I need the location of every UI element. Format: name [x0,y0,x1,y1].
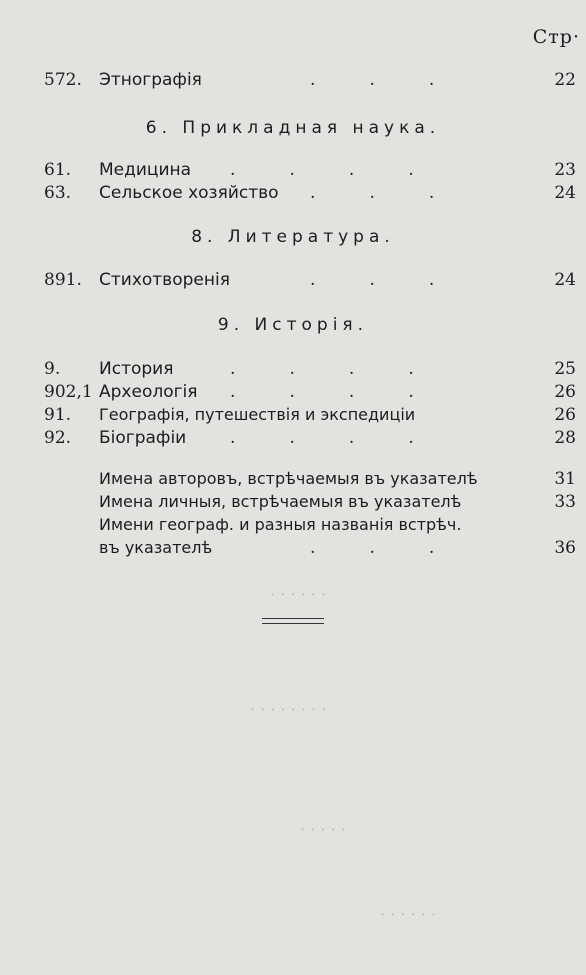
leader-dots: . . . [310,70,435,90]
bleed-through-text: · · · · · · [270,585,326,604]
index-title: Имена личныя, встрѣчаемыя въ указателѣ [99,492,462,511]
page-number: 26 [554,382,576,402]
leader-dots: . . . . [230,359,414,379]
index-row [0,467,586,491]
class-number: 9. [44,359,61,379]
entry-title: История [99,359,174,379]
toc-row [0,181,586,205]
leader-dots: . . . . [230,382,414,402]
page-number: 36 [554,538,576,558]
section-heading: 8. Литература. [191,227,395,247]
entry-title: Стихотворенія [99,270,230,290]
bleed-through-text: · · · · · [300,820,346,839]
toc-row [0,68,586,92]
page-number: 22 [554,70,576,90]
index-title: Имена авторовъ, встрѣчаемыя въ указателѣ [99,469,478,488]
toc-row [0,403,586,427]
toc-row [0,268,586,292]
page-column-header: Стр· [532,26,580,48]
page-number: 23 [554,160,576,180]
page-number: 26 [554,405,576,425]
entry-title: Сельское хозяйство [99,183,279,203]
class-number: 902,1 [44,382,93,402]
section-heading: 6. Прикладная наука. [145,118,441,138]
class-number: 92. [44,428,72,448]
class-number: 91. [44,405,72,425]
page-number: 31 [554,469,576,489]
leader-dots: . . . [310,183,435,203]
leader-dots: . . . . [230,428,414,448]
class-number: 572. [44,70,82,90]
section-heading: 9. Исторія. [217,315,369,335]
entry-title: Археологія [99,382,198,402]
toc-row [0,426,586,450]
ornamental-rule [262,618,324,624]
bleed-through-text: · · · · · · · · [250,700,327,719]
entry-title: Біографіи [99,428,187,448]
class-number: 63. [44,183,72,203]
bleed-through-text: · · · · · · [380,905,436,924]
class-number: 61. [44,160,72,180]
entry-title: Этнографія [99,70,202,90]
page-number: 24 [554,183,576,203]
index-row [0,513,586,537]
index-row [0,490,586,514]
page-number: 24 [554,270,576,290]
leader-dots: . . . . [230,160,414,180]
page-number: 28 [554,428,576,448]
class-number: 891. [44,270,82,290]
page-number: 25 [554,359,576,379]
leader-dots: . . . [310,538,435,558]
index-title: въ указателѣ [99,538,213,557]
entry-title: Географія, путешествія и экспедиціи [99,405,416,424]
leader-dots: . . . [310,270,435,290]
page-number: 33 [554,492,576,512]
index-row [0,536,586,560]
index-title: Имени географ. и разныя названія встрѣч. [99,515,462,534]
toc-row [0,357,586,381]
toc-row [0,158,586,182]
entry-title: Медицина [99,160,192,180]
toc-row [0,380,586,404]
